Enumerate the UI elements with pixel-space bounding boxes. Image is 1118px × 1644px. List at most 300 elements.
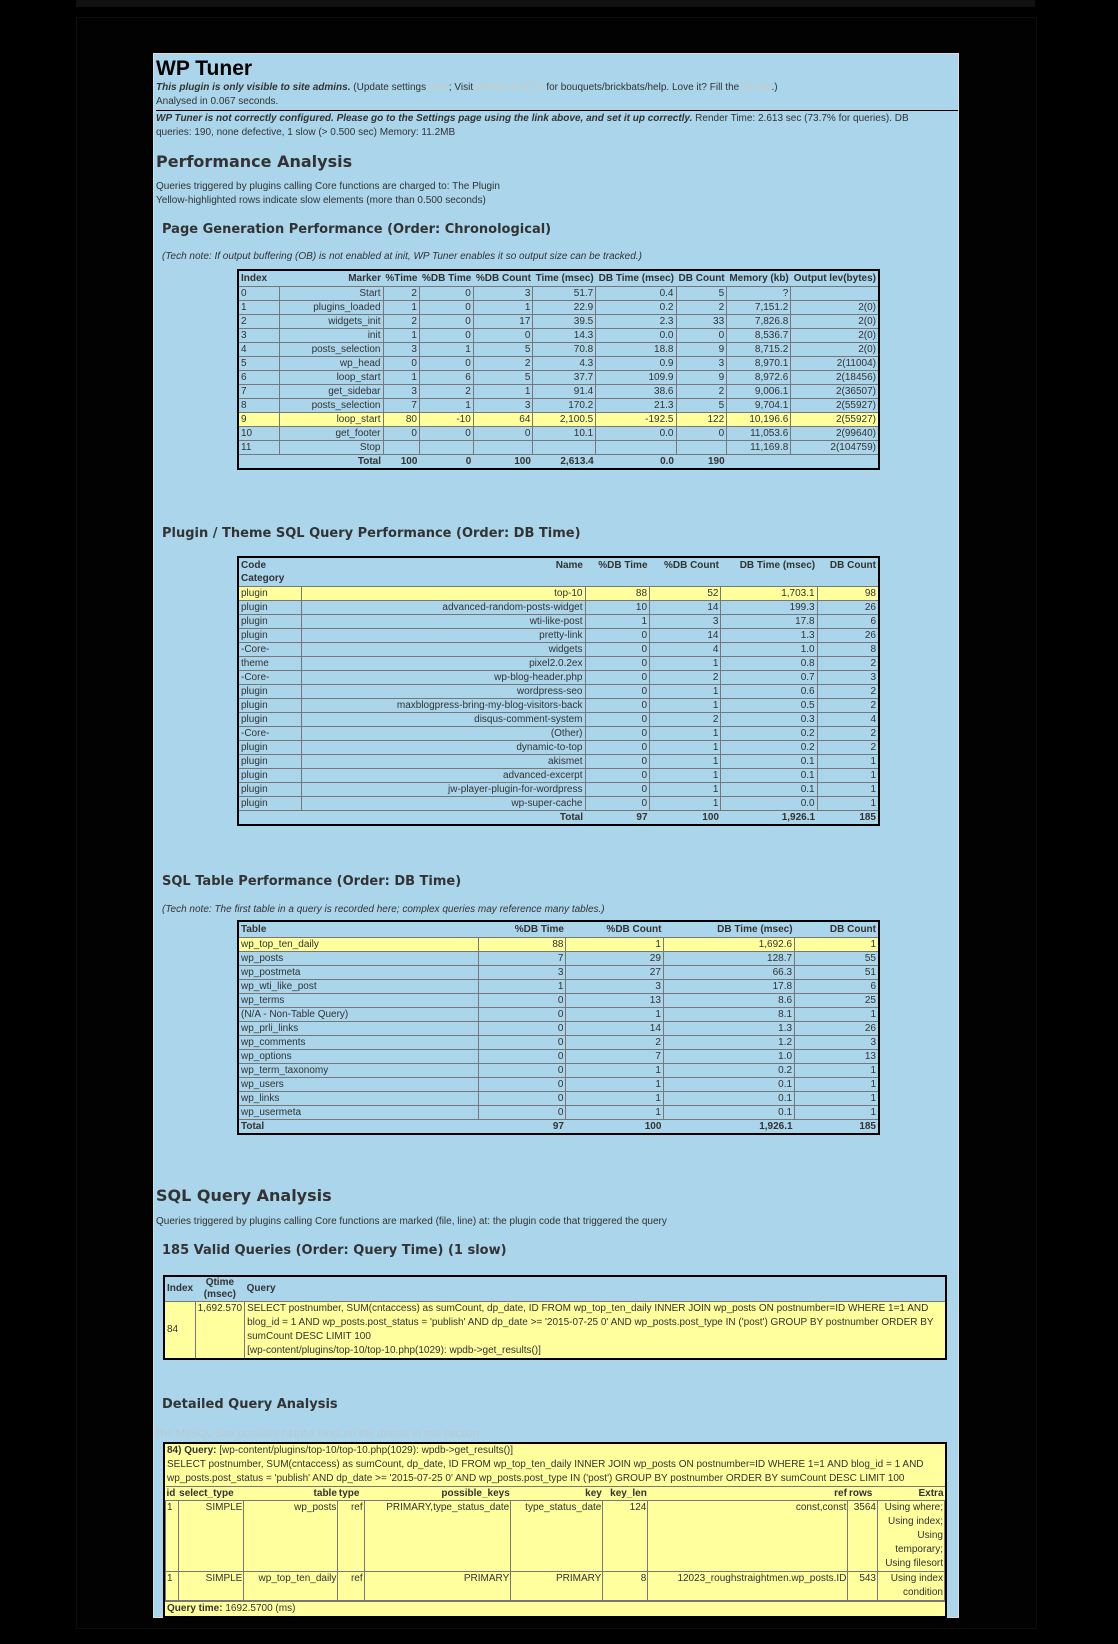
table-cell: plugin bbox=[238, 783, 301, 797]
table-cell: 2 bbox=[566, 1036, 663, 1050]
table-row bbox=[238, 1064, 879, 1078]
table-cell: 0.7 bbox=[721, 671, 817, 685]
table-row bbox=[238, 966, 879, 980]
table-cell: plugin bbox=[238, 741, 301, 755]
col-pct-db-count: %DB Count bbox=[475, 273, 531, 284]
explain-table bbox=[165, 1486, 945, 1601]
table-row bbox=[238, 657, 879, 671]
query-label: 84) Query: bbox=[167, 1445, 217, 1456]
table-row bbox=[238, 1106, 879, 1120]
explain-cell: 543 bbox=[848, 1572, 878, 1601]
table-row bbox=[238, 1022, 879, 1036]
table-cell: 0 bbox=[238, 287, 279, 301]
table-cell: 0 bbox=[473, 329, 533, 343]
table-cell: 2 bbox=[676, 301, 727, 315]
table-row bbox=[238, 629, 879, 643]
table-cell: 1 bbox=[795, 1106, 879, 1120]
table-row bbox=[238, 980, 879, 994]
table-cell: 1 bbox=[817, 755, 879, 769]
explain-cell: Using where; Using index; Using temporary; Using filesort bbox=[878, 1501, 945, 1572]
render-stats-2: queries: 190, none defective, 1 slow (> 0.500 sec) Memory: 11.2MB bbox=[156, 127, 456, 138]
table-cell: 1 bbox=[566, 1092, 663, 1106]
col-pct-time: %Time bbox=[385, 273, 418, 284]
admin-note-text: for bouquets/brickbats/help. Love it? Fill the bbox=[543, 82, 742, 93]
table-row bbox=[238, 713, 879, 727]
charge-note: Queries triggered by plugins calling Core functions are charged to: The Plugin bbox=[156, 181, 500, 192]
table-cell: 6 bbox=[817, 615, 879, 629]
table-row bbox=[238, 441, 879, 455]
table-cell: 0.9 bbox=[596, 357, 676, 371]
table-row bbox=[238, 371, 879, 385]
plugin-performance-heading: Plugin / Theme SQL Query Performance (Order: DB Time) bbox=[162, 526, 581, 541]
table-cell: 1.3 bbox=[663, 1022, 794, 1036]
table-cell: 8,536.7 bbox=[727, 329, 791, 343]
table-cell: 0 bbox=[478, 1064, 566, 1078]
table-cell bbox=[791, 287, 879, 301]
table-cell: 5 bbox=[473, 343, 533, 357]
table-cell: Stop bbox=[279, 441, 383, 455]
table-cell: 3 bbox=[473, 399, 533, 413]
table-cell: 3 bbox=[383, 343, 419, 357]
table-cell: pretty-link bbox=[301, 629, 585, 643]
table-cell bbox=[419, 441, 473, 455]
query-time-line bbox=[165, 1601, 945, 1616]
table-cell: 3 bbox=[478, 966, 566, 980]
table-cell: 2(36507) bbox=[791, 385, 879, 399]
table-cell: 8.6 bbox=[663, 994, 794, 1008]
table-cell: 7 bbox=[566, 1050, 663, 1064]
table-cell: 0.5 bbox=[721, 699, 817, 713]
table-cell: 0 bbox=[585, 671, 650, 685]
divider bbox=[156, 110, 958, 111]
table-row bbox=[238, 727, 879, 741]
total-cell bbox=[238, 811, 301, 826]
table-cell: 0.1 bbox=[721, 769, 817, 783]
table-cell: 66.3 bbox=[663, 966, 794, 980]
table-cell: get_footer bbox=[279, 427, 383, 441]
table-cell: 0 bbox=[585, 629, 650, 643]
table-cell: -10 bbox=[419, 413, 473, 427]
table-cell: 14 bbox=[650, 629, 721, 643]
table-row bbox=[238, 1008, 879, 1022]
table-cell: 1 bbox=[650, 727, 721, 741]
table-cell: 3 bbox=[817, 671, 879, 685]
col-db-time: DB Time (msec) bbox=[717, 924, 793, 935]
table-cell: pixel2.0.2ex bbox=[301, 657, 585, 671]
explain-row bbox=[166, 1501, 945, 1572]
table-cell: 0 bbox=[478, 1078, 566, 1092]
table-cell: plugin bbox=[238, 615, 301, 629]
table-cell: -Core- bbox=[238, 643, 301, 657]
table-cell: 1 bbox=[383, 371, 419, 385]
explain-cell: 3564 bbox=[848, 1501, 878, 1572]
table-cell: 1.0 bbox=[721, 643, 817, 657]
tip-jar-link[interactable]: Tip Jar bbox=[741, 82, 772, 93]
table-cell bbox=[533, 441, 596, 455]
table-cell: 1 bbox=[650, 685, 721, 699]
analysed-time: Analysed in 0.067 seconds. bbox=[156, 96, 279, 107]
table-cell: 52 bbox=[650, 587, 721, 601]
col-memory: Memory (kb) bbox=[729, 273, 789, 284]
total-cell: 1,926.1 bbox=[759, 1121, 793, 1132]
explain-cell: PRIMARY,type_status_date bbox=[364, 1501, 511, 1572]
table-cell: 2 bbox=[419, 385, 473, 399]
table-cell bbox=[676, 441, 727, 455]
col-extra: Extra bbox=[878, 1487, 945, 1501]
explain-cell: PRIMARY bbox=[364, 1572, 511, 1601]
table-cell: 0 bbox=[383, 427, 419, 441]
col-select-type: select_type bbox=[178, 1487, 244, 1501]
col-time: Time (msec) bbox=[535, 273, 594, 284]
table-row bbox=[238, 385, 879, 399]
table-cell: 7 bbox=[383, 399, 419, 413]
table-cell: 11 bbox=[238, 441, 279, 455]
explain-cell: wp_posts bbox=[244, 1501, 338, 1572]
table-cell: 14 bbox=[650, 601, 721, 615]
table-cell: 1.3 bbox=[721, 629, 817, 643]
table-cell: wp_users bbox=[238, 1078, 478, 1092]
col-rows: rows bbox=[848, 1487, 878, 1501]
table-cell: 0 bbox=[585, 797, 650, 811]
table-cell: 1 bbox=[419, 343, 473, 357]
table-cell: (Other) bbox=[301, 727, 585, 741]
table-cell: 1 bbox=[650, 797, 721, 811]
table-cell: -192.5 bbox=[596, 413, 676, 427]
table-cell: ? bbox=[727, 287, 791, 301]
table-cell: wp_term_taxonomy bbox=[238, 1064, 478, 1078]
table-cell: get_sidebar bbox=[279, 385, 383, 399]
valid-queries-table bbox=[163, 1275, 947, 1360]
col-ref: ref bbox=[648, 1487, 848, 1501]
table-cell: plugin bbox=[238, 699, 301, 713]
col-key: key bbox=[511, 1487, 603, 1501]
table-cell: 0.8 bbox=[721, 657, 817, 671]
table-cell: 2(0) bbox=[791, 329, 879, 343]
table-cell: 0.0 bbox=[721, 797, 817, 811]
table-row bbox=[238, 685, 879, 699]
table-cell: 199.3 bbox=[721, 601, 817, 615]
col-marker: Marker bbox=[348, 273, 381, 284]
table-cell: plugin bbox=[238, 587, 301, 601]
table-cell: 2(55927) bbox=[791, 413, 879, 427]
col-qtime: Qtime (msec) bbox=[203, 1277, 236, 1300]
table-cell: advanced-random-posts-widget bbox=[301, 601, 585, 615]
table-cell: 4 bbox=[650, 643, 721, 657]
table-cell: 2(55927) bbox=[791, 399, 879, 413]
table-cell: 55 bbox=[795, 952, 879, 966]
col-db-time: DB Time (msec) bbox=[598, 273, 674, 284]
total-cell bbox=[791, 455, 879, 470]
table-cell: 1,703.1 bbox=[721, 587, 817, 601]
total-cell: Total bbox=[357, 456, 381, 467]
mysql-hint-link[interactable]: The MySQL Site provides helpful hints on the details in this section. bbox=[154, 1428, 482, 1440]
table-cell: 21.3 bbox=[596, 399, 676, 413]
table-cell: dynamic-to-top bbox=[301, 741, 585, 755]
table-cell: 0 bbox=[676, 329, 727, 343]
page-generation-heading: Page Generation Performance (Order: Chronological) bbox=[162, 222, 552, 237]
table-cell: 9,704.1 bbox=[727, 399, 791, 413]
table-cell: 1 bbox=[650, 769, 721, 783]
col-type: type bbox=[338, 1487, 364, 1501]
table-cell: 14.3 bbox=[533, 329, 596, 343]
table-cell: 7 bbox=[238, 385, 279, 399]
table-cell: 0 bbox=[419, 315, 473, 329]
table-cell: 0.2 bbox=[721, 727, 817, 741]
slow-note: Yellow-highlighted rows indicate slow elements (more than 0.500 seconds) bbox=[156, 195, 486, 206]
performance-analysis-heading: Performance Analysis bbox=[156, 152, 353, 171]
table-cell: 70.8 bbox=[533, 343, 596, 357]
table-cell: 4 bbox=[238, 343, 279, 357]
table-cell: 2 bbox=[383, 315, 419, 329]
table-cell: 0 bbox=[478, 1050, 566, 1064]
table-row bbox=[238, 755, 879, 769]
table-cell: 0.2 bbox=[721, 741, 817, 755]
table-cell: 0 bbox=[383, 357, 419, 371]
table-cell: 1 bbox=[795, 1064, 879, 1078]
table-cell: loop_start bbox=[279, 413, 383, 427]
table-cell: wp_posts bbox=[238, 952, 478, 966]
explain-cell: Using index condition bbox=[878, 1572, 945, 1601]
table-cell: 1 bbox=[650, 657, 721, 671]
table-row bbox=[238, 671, 879, 685]
table-cell: 25 bbox=[795, 994, 879, 1008]
total-row bbox=[238, 811, 879, 826]
table-cell: wp_links bbox=[238, 1092, 478, 1106]
table-cell: 0 bbox=[478, 994, 566, 1008]
table-cell: 128.7 bbox=[663, 952, 794, 966]
table-cell: 2 bbox=[817, 727, 879, 741]
table-cell: 6 bbox=[419, 371, 473, 385]
table-cell: 0 bbox=[676, 427, 727, 441]
col-query: Query bbox=[246, 1283, 276, 1294]
detailed-query-title bbox=[165, 1444, 945, 1458]
table-cell: 0 bbox=[478, 1106, 566, 1120]
table-cell: 5 bbox=[676, 287, 727, 301]
table-cell: 5 bbox=[473, 371, 533, 385]
table-cell: plugin bbox=[238, 713, 301, 727]
table-row bbox=[238, 938, 879, 952]
table-cell: wp_wti_like_post bbox=[238, 980, 478, 994]
table-row bbox=[238, 741, 879, 755]
table-row bbox=[238, 1092, 879, 1106]
query-sql-cell bbox=[245, 1302, 946, 1360]
table-cell: 2(104759) bbox=[791, 441, 879, 455]
table-cell: 0 bbox=[585, 643, 650, 657]
col-pct-db-time: %DB Time bbox=[422, 273, 472, 284]
table-cell: 0.2 bbox=[596, 301, 676, 315]
col-pct-db-time: %DB Time bbox=[598, 560, 648, 571]
admin-note-text: ; Visit bbox=[448, 82, 476, 93]
table-cell: 1 bbox=[650, 741, 721, 755]
total-cell: 100 bbox=[702, 812, 719, 823]
table-cell: 3 bbox=[566, 980, 663, 994]
table-row bbox=[238, 357, 879, 371]
table-row bbox=[238, 783, 879, 797]
explain-cell: PRIMARY bbox=[511, 1572, 603, 1601]
table-cell: 0 bbox=[478, 1036, 566, 1050]
table-cell: 22.9 bbox=[533, 301, 596, 315]
total-cell: Total bbox=[241, 1121, 265, 1132]
table-cell: 2 bbox=[817, 657, 879, 671]
table-cell: wp_postmeta bbox=[238, 966, 478, 980]
total-cell: 190 bbox=[707, 456, 725, 467]
table-row bbox=[238, 769, 879, 783]
table-cell: 1 bbox=[795, 1008, 879, 1022]
author-link[interactable]: MrPete at ICTA bbox=[475, 82, 544, 93]
table-cell: 1 bbox=[473, 301, 533, 315]
query-mark-note: Queries triggered by plugins calling Core functions are marked (file, line) at: the plugin code that triggered the query bbox=[156, 1216, 667, 1227]
table-cell: 10.1 bbox=[533, 427, 596, 441]
table-cell: 0.6 bbox=[721, 685, 817, 699]
table-cell: 8,715.2 bbox=[727, 343, 791, 357]
query-source: [wp-content/plugins/top-10/top-10.php(1029): wpdb->get_results()] bbox=[247, 1345, 541, 1356]
col-index: Index bbox=[167, 1283, 194, 1294]
table-cell: 0 bbox=[585, 699, 650, 713]
table-row bbox=[238, 587, 879, 601]
total-cell bbox=[727, 455, 791, 470]
table-cell: wp_top_ten_daily bbox=[238, 938, 478, 952]
total-cell: 100 bbox=[400, 456, 418, 467]
table-cell: 8 bbox=[817, 643, 879, 657]
render-stats: Render Time: 2.613 sec (73.7% for queries). DB bbox=[692, 113, 909, 124]
table-cell: 9 bbox=[676, 343, 727, 357]
detailed-query-heading: Detailed Query Analysis bbox=[162, 1397, 338, 1412]
table-cell: 51 bbox=[795, 966, 879, 980]
table-cell: 0 bbox=[585, 783, 650, 797]
table-cell: 13 bbox=[566, 994, 663, 1008]
total-row bbox=[238, 455, 879, 470]
table-cell: 5 bbox=[238, 357, 279, 371]
query-time: 1,692.570 bbox=[195, 1302, 245, 1360]
table-cell: 2(0) bbox=[791, 301, 879, 315]
table-cell: 8 bbox=[238, 399, 279, 413]
table-row bbox=[238, 615, 879, 629]
settings-link[interactable]: here bbox=[428, 82, 449, 93]
table-header-row bbox=[238, 921, 879, 938]
table-cell: 51.7 bbox=[533, 287, 596, 301]
table-cell: 1 bbox=[817, 769, 879, 783]
table-cell: 80 bbox=[383, 413, 419, 427]
table-cell: 33 bbox=[676, 315, 727, 329]
explain-header-row bbox=[166, 1487, 945, 1501]
table-cell: 0 bbox=[478, 1008, 566, 1022]
table-cell: 3 bbox=[238, 329, 279, 343]
table-cell: 18.8 bbox=[596, 343, 676, 357]
table-cell: 2(11004) bbox=[791, 357, 879, 371]
col-pct-db-time: %DB Time bbox=[514, 924, 564, 935]
table-cell: 8,970.1 bbox=[727, 357, 791, 371]
table-cell: 17.8 bbox=[721, 615, 817, 629]
table-cell: 170.2 bbox=[533, 399, 596, 413]
explain-cell: ref bbox=[338, 1501, 364, 1572]
explain-cell: 8 bbox=[603, 1572, 648, 1601]
table-cell: 0.0 bbox=[596, 329, 676, 343]
table-cell: -Core- bbox=[238, 671, 301, 685]
table-cell: disqus-comment-system bbox=[301, 713, 585, 727]
table-row bbox=[238, 1036, 879, 1050]
table-cell: 3 bbox=[383, 385, 419, 399]
table-cell: 6 bbox=[238, 371, 279, 385]
table-cell: wordpress-seo bbox=[301, 685, 585, 699]
table-cell: plugin bbox=[238, 797, 301, 811]
table-cell: 1 bbox=[650, 783, 721, 797]
table-cell: 1 bbox=[817, 797, 879, 811]
table-cell: wp_terms bbox=[238, 994, 478, 1008]
table-cell: wti-like-post bbox=[301, 615, 585, 629]
table-cell: 122 bbox=[676, 413, 727, 427]
query-source: [wp-content/plugins/top-10/top-10.php(1029): wpdb->get_results()] bbox=[216, 1445, 514, 1456]
table-cell: plugin bbox=[238, 685, 301, 699]
detailed-query-sql: SELECT postnumber, SUM(cntaccess) as sumCount, dp_date, ID FROM wp_top_ten_daily INNER JOIN wp_posts ON postnumber=ID WHERE 1=1 AND blog_id = 1 AND wp_posts.post_status = 'publish' AND dp_date >= '2015-07-25 0' AND wp_posts.post_type IN ('post') GROUP BY postnumber ORDER BY sumCount DESC LIMIT 100 bbox=[167, 1459, 924, 1484]
table-cell: 0 bbox=[478, 1022, 566, 1036]
table-cell: 2(99640) bbox=[791, 427, 879, 441]
col-table: table bbox=[244, 1487, 338, 1501]
table-cell: 0.1 bbox=[663, 1092, 794, 1106]
col-db-count: DB Count bbox=[678, 273, 725, 284]
table-row bbox=[238, 643, 879, 657]
query-row[interactable] bbox=[164, 1302, 946, 1360]
admin-note bbox=[156, 81, 778, 95]
table-cell: widgets_init bbox=[279, 315, 383, 329]
query-time-label: Query time: bbox=[167, 1603, 223, 1614]
table-header-row bbox=[238, 557, 879, 587]
table-cell: 1.2 bbox=[663, 1036, 794, 1050]
sql-table-performance-heading: SQL Table Performance (Order: DB Time) bbox=[162, 874, 462, 889]
table-row bbox=[238, 287, 879, 301]
table-cell: 5 bbox=[676, 399, 727, 413]
table-cell: 0.1 bbox=[721, 783, 817, 797]
explain-cell: type_status_date bbox=[511, 1501, 603, 1572]
table-cell: 38.6 bbox=[596, 385, 676, 399]
page-generation-table bbox=[237, 269, 880, 470]
table-cell: 0 bbox=[585, 727, 650, 741]
table-cell: 0.1 bbox=[663, 1078, 794, 1092]
table-cell: 1.0 bbox=[663, 1050, 794, 1064]
table-cell: 0 bbox=[585, 741, 650, 755]
table-row bbox=[238, 601, 879, 615]
table-cell: 3 bbox=[650, 615, 721, 629]
table-cell: 0 bbox=[419, 427, 473, 441]
table-row bbox=[238, 994, 879, 1008]
table-cell: maxblogpress-bring-my-blog-visitors-back bbox=[301, 699, 585, 713]
table-cell: jw-player-plugin-for-wordpress bbox=[301, 783, 585, 797]
table-cell: 2(0) bbox=[791, 343, 879, 357]
explain-cell: SIMPLE bbox=[178, 1572, 244, 1601]
table-cell: 0.4 bbox=[596, 287, 676, 301]
col-pct-db-count: %DB Count bbox=[663, 560, 719, 571]
table-cell: 10 bbox=[585, 601, 650, 615]
col-index: Index bbox=[241, 273, 268, 284]
table-cell: plugin bbox=[238, 629, 301, 643]
table-cell: 0.1 bbox=[663, 1106, 794, 1120]
total-cell: 185 bbox=[859, 812, 876, 823]
table-row bbox=[238, 315, 879, 329]
table-cell: 0.1 bbox=[721, 755, 817, 769]
app-title: WP Tuner bbox=[156, 57, 253, 80]
table-cell: 26 bbox=[817, 629, 879, 643]
table-cell: 1 bbox=[238, 301, 279, 315]
table-cell: 2 bbox=[650, 671, 721, 685]
table-cell: 1 bbox=[478, 980, 566, 994]
table-cell: 8,972.6 bbox=[727, 371, 791, 385]
detailed-query-box bbox=[163, 1442, 947, 1618]
table-cell: Start bbox=[279, 287, 383, 301]
valid-queries-heading: 185 Valid Queries (Order: Query Time) (1 slow) bbox=[162, 1243, 507, 1258]
table-cell: 2 bbox=[817, 699, 879, 713]
table-cell: 1 bbox=[566, 1078, 663, 1092]
col-db-count: DB Count bbox=[829, 924, 876, 935]
table-row bbox=[238, 329, 879, 343]
